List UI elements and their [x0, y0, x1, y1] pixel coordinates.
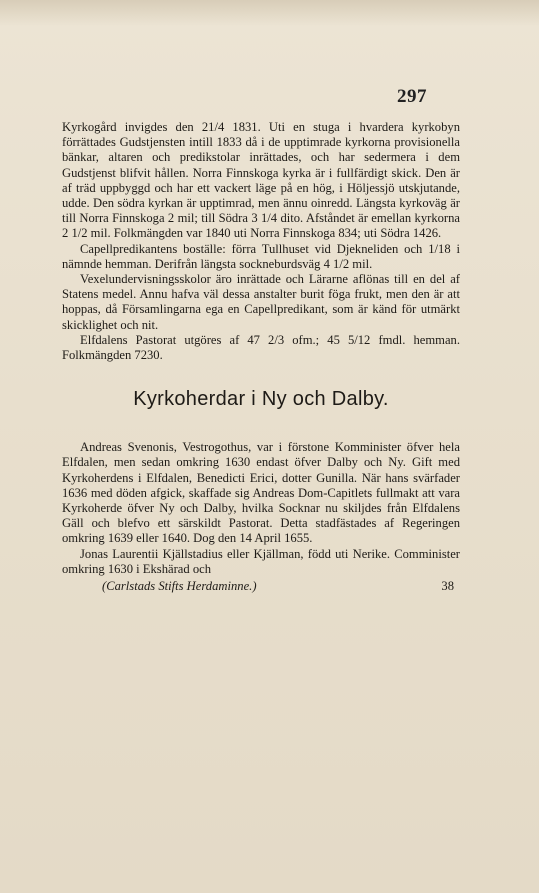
paragraph-chaplain-residence: Capellpredikantens boställe: förra Tullhuset vid Djekneliden och 1/18 i nämnde hemman. Derifrån längsta sockneburdsväg 4 1/2 mil.	[62, 241, 460, 271]
paragraph-cemetery: Kyrkogård invigdes den 21/4 1831. Uti en stuga i hvardera kyrkobyn förrättades Gudstjensten intill 1833 då i de upptimrade kyrkorna provisionella bänkar, altaren och predikstolar inrättades, och har sedermera i dem Gudstjenst blifvit hållen. Norra Finnskoga kyrka är i fullfärdigt skick. Den är af träd uppbyggd och har ett vackert läge på en hög, i Höljessjö utskjutande, udde. Den södra kyrkan är upptimrad, men ännu oinredd. Längsta kyrkoväg är till Norra Finnskoga 2 mil; till Södra 3 1/4 dito. Afståndet är emellan kyrkorna 2 1/2 mil. Folkmängden var 1840 uti Norra Finnskoga 834; uti Södra 1426.	[62, 120, 460, 241]
signature-mark: 38	[441, 579, 454, 594]
footer-title: (Carlstads Stifts Herdaminne.)	[102, 579, 257, 594]
entry-andreas-svenonis: Andreas Svenonis, Vestrogothus, var i förstone Komminister öfver hela Elfdalen, men sedan omkring 1630 endast öfver Dalby och Ny. Gift med Kyrkoherdens i Elfdalen, Benedicti Erici, dotter Gunilla. När hans svärfader 1636 med döden afgick, skaffade sig Andreas Dom-Capitlets fullmakt att vara Kyrkoherde öfver Ny och Dalby, hvilka Socknar nu skiljdes från Elfdalens Gäll och blefvo ett särskildt Pastorat. Detta stadfästades af Regeringen omkring 1639 eller 1640. Dog den 14 April 1655.	[62, 440, 460, 546]
paragraph-elfdalen-pastorate: Elfdalens Pastorat utgöres af 47 2/3 ofm.; 45 5/12 fmdl. hemman. Folkmängden 7230.	[62, 332, 460, 363]
body-text	[62, 120, 460, 599]
section-heading: Kyrkoherdar i Ny och Dalby.	[133, 388, 389, 411]
entry-jonas-laurentii: Jonas Laurentii Kjällstadius eller Kjällman, född uti Nerike. Comminister omkring 1630 i Ekshärad och	[62, 546, 460, 576]
paragraph-schools: Vexelundervisningsskolor äro inrättade och Lärarne aflönas till en del af Statens medel. Annu hafva väl dessa anstalter burit föga frukt, men den är att hoppas, då Församlingarna ega en Capellpredikant, som är känd för utmärkt skicklighet och nit.	[62, 272, 460, 332]
page-footer	[62, 579, 460, 599]
page-number: 297	[397, 86, 427, 107]
